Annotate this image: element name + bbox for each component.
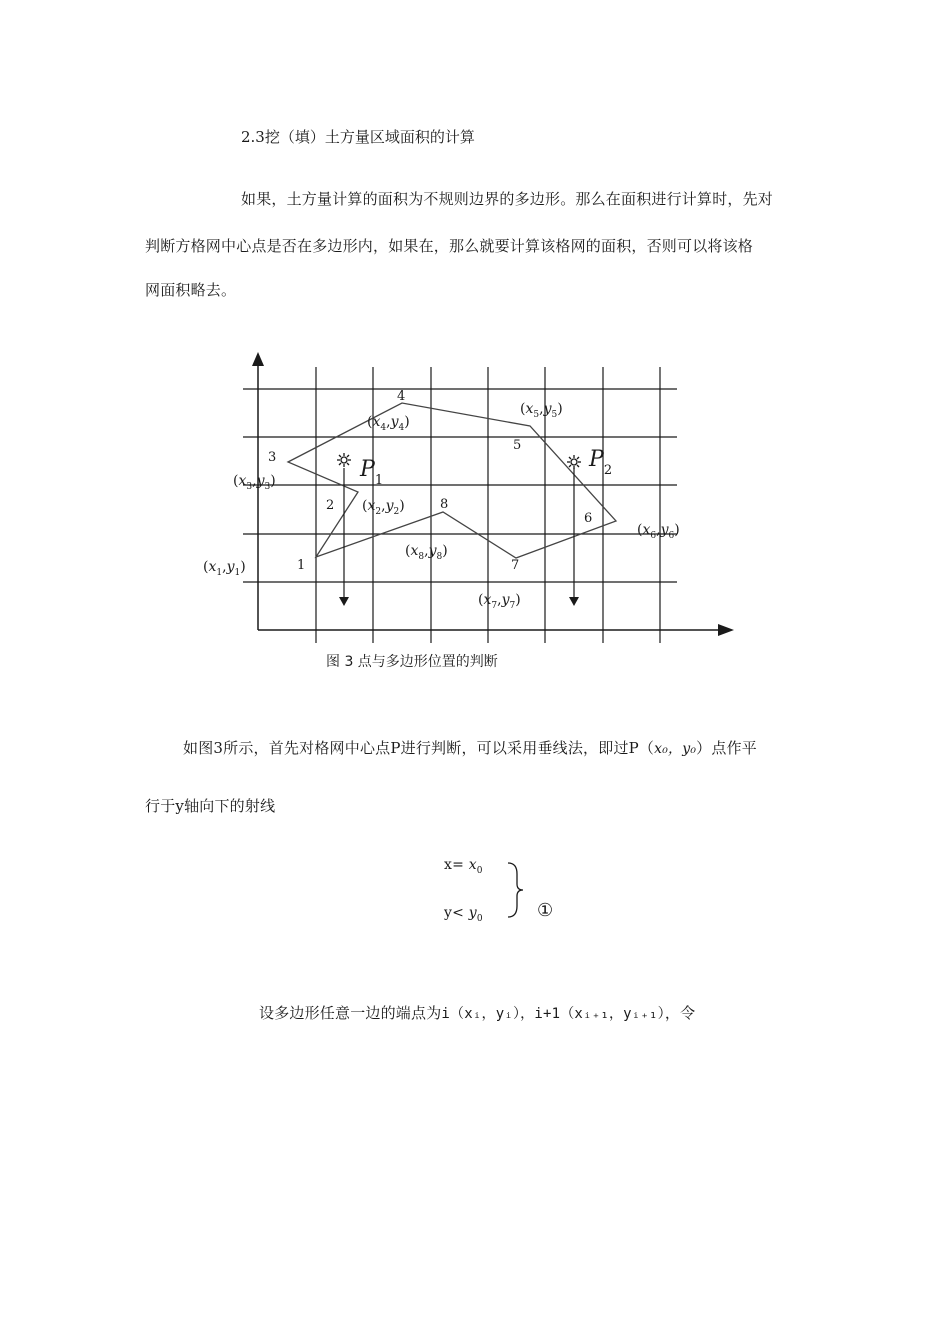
- grid: [243, 367, 677, 643]
- p1-label: $P_1$: [360, 457, 384, 488]
- vertex-number-3: 3: [268, 450, 277, 465]
- coord-label-4: $(x_4,y_4)$: [367, 414, 410, 433]
- vertex-number-8: 8: [440, 497, 449, 512]
- p1-marker-icon: [337, 453, 351, 467]
- ray-p1-arrow-icon: [339, 597, 349, 606]
- edge-line: [259, 1002, 695, 1023]
- y-axis-arrow-icon: [252, 352, 264, 366]
- coord-label-6: $(x_6,y_6)$: [637, 522, 680, 541]
- equation-line-2-sub: 0: [476, 914, 483, 924]
- method-line-1: [183, 737, 757, 758]
- section-title: 2.3挖（填）土方量区域面积的计算: [241, 128, 475, 146]
- vertex-number-5: 5: [513, 438, 522, 453]
- vertex-number-2: 2: [326, 498, 335, 513]
- vertex-number-1: 1: [297, 558, 306, 573]
- equation-line-2-lhs: y<: [444, 905, 465, 921]
- method-line-1-text: 如图3所示，首先对格网中心点P进行判断，可以采用垂线法，即过P（: [183, 739, 655, 757]
- ray-p2-arrow-icon: [569, 597, 579, 606]
- p2-label: $P_2$: [589, 447, 613, 478]
- coord-label-8: $(x_8,y_8)$: [405, 543, 448, 562]
- edge-line-math: i（xᵢ，yᵢ），i+1（xᵢ₊₁，yᵢ₊₁）: [441, 1006, 665, 1022]
- x-axis-arrow-icon: [718, 624, 734, 636]
- equation-line-1: [444, 857, 483, 876]
- equation-line-2-var: y: [468, 905, 477, 921]
- coord-label-1: $(x_1,y_1)$: [203, 559, 246, 578]
- coord-label-7: $(x_7,y_7)$: [478, 592, 521, 611]
- vertex-number-4: 4: [397, 389, 406, 404]
- right-brace-icon: [505, 860, 525, 920]
- coord-label-2: $(x_2,y_2)$: [362, 498, 405, 517]
- vertex-number-7: 7: [511, 558, 520, 573]
- equation-line-1-var: x: [468, 857, 477, 873]
- equation-line-2: [444, 905, 483, 924]
- intro-line-2: 判断方格网中心点是否在多边形内，如果在，那么就要计算该格网的面积，否则可以将该格: [145, 237, 754, 255]
- figure-caption: 图 3 点与多边形位置的判断: [326, 654, 498, 670]
- irregular-polygon: [288, 403, 616, 558]
- equation-line-1-sub: 0: [476, 866, 483, 876]
- intro-line-3: 网面积略去。: [145, 281, 237, 299]
- vertex-number-6: 6: [584, 511, 593, 526]
- method-line-2: 行于y轴向下的射线: [145, 797, 276, 815]
- method-line-1-math: x₀，y₀: [654, 741, 697, 757]
- coord-label-3: $(x_3,y_3)$: [233, 473, 276, 492]
- edge-line-text: 设多边形任意一边的端点为: [259, 1004, 442, 1022]
- method-line-1-end: ）点作平: [696, 739, 757, 757]
- coord-label-5: $(x_5,y_5)$: [520, 401, 563, 420]
- equation-number: ①: [537, 900, 554, 921]
- edge-line-end: ，令: [664, 1004, 696, 1022]
- p2-marker-icon: [567, 455, 581, 469]
- equation-line-1-lhs: x=: [444, 857, 465, 873]
- intro-line-1: 如果，土方量计算的面积为不规则边界的多边形。那么在面积进行计算时，先对: [241, 190, 774, 208]
